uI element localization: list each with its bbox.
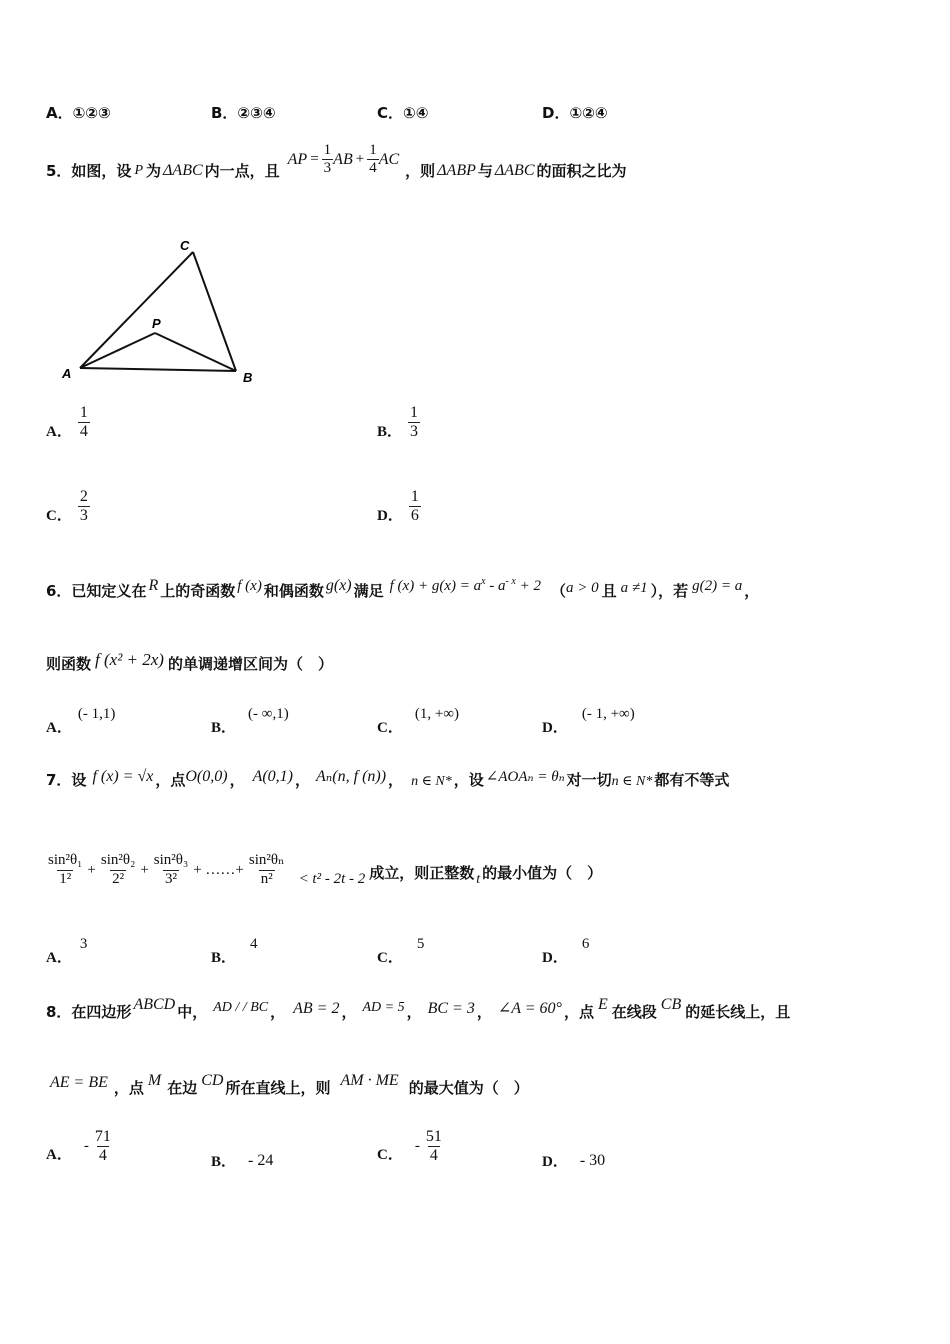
q8-ad-length: AD = 5 [362,1000,405,1015]
q8-ab-length: AB = 2 [293,1000,340,1017]
q5-suffix: 的面积之比为 [536,162,627,180]
q5-figure-edge-ap [80,333,155,368]
q4-option-d: D．①②④ [542,104,608,122]
q5-triangle-abp: ΔABP [437,161,476,179]
q6-condition-a-positive: a > 0 [565,580,599,596]
q5-figure-edge-ab [80,368,236,371]
q6-prefix: 6．已知定义在 [46,582,147,600]
q7-rhs: < t² - 2t - 2 [298,870,366,887]
q5-prefix: 5．如图，设 [46,162,132,180]
q4-option-a: A．①②③ [46,104,111,122]
q7-term-3: $\frac{\text{sin²θ₃}}{\text{3²}}$ [153,852,189,887]
q5-text-inside: 内一点，且 [204,162,280,180]
q8-option-a-fraction: $\frac{71}{4}$ [94,1128,111,1165]
q6-set-r: R [148,577,159,594]
q6-condition-a-not-one: a ≠1 [620,580,648,596]
q8-option-c-fraction: $\frac{51}{4}$ [425,1128,442,1165]
q8-point-m: M [147,1072,162,1089]
q7-variable-t: t [476,872,481,887]
q7-option-a: A． 3 [46,936,88,966]
q5-option-a-fraction: $\frac{1}{4}$ [79,404,88,441]
q5-stem [46,141,627,181]
q8-stem-line2: AE = BE ，点 M 在边 CD 所在直线上，则 AM · ME 的最大值为（ ） [50,1072,529,1097]
q5-triangle-figure [55,232,270,392]
q5-figure-label-p: P [152,316,161,331]
q6-gx: g(x) [325,577,352,594]
q5-option-d-fraction: $\frac{1}{6}$ [410,488,419,525]
q6-stem-line1: 6．已知定义在 R 上的奇函数 f (x) 和偶函数 g(x) 满足 f $(x) + g(x) = a^x - a^{- x} + 2$ （ a > 0 且 a ≠1 ），若 g(2) = a ， [46,576,760,600]
q6-text-even: 和偶函数 [263,582,324,600]
q5-text-then: ，则 [405,162,436,180]
q6-stem-line2: 则函数 f (x² + 2x) 的单调递增区间为（ ） [46,650,333,673]
q6-text-odd: 上的奇函数 [160,582,236,600]
q7-option-d: D． 6 [542,936,590,966]
q6-g2: g(2) = a [692,578,743,594]
q7-term-2: $\frac{\text{sin²θ₂}}{\text{2²}}$ [100,852,136,887]
q7-option-b: B． 4 [211,936,258,966]
q8-dot-product: AM · ME [340,1072,399,1089]
q5-option-a: A． $\frac{1}{4}$ [46,404,88,441]
q6-fx: f (x) [237,578,262,594]
q7-n-in-naturals: n ∈ N* [411,774,452,789]
q8-point-e: E [597,996,608,1013]
q5-option-b: B． $\frac{1}{3}$ [377,404,419,441]
q8-parallel: AD / / BC [213,1000,269,1015]
q5-vector-equation: AP = $\frac{1}{3}$ AB + $\frac{1}{4}$ AC [287,141,400,176]
q6-option-c: C． (1, +∞) [377,706,459,736]
q5-text-for: 为 [146,162,162,180]
q8-segment-cb: CB [660,996,682,1013]
q5-figure-label-b: B [243,370,253,385]
q5-figure-edge-ac [80,252,193,368]
q6-option-b: B． (- ∞,1) [211,706,289,736]
q7-option-c: C． 5 [377,936,425,966]
q5-figure-label-c: C [180,238,190,253]
q7-inequality: $\frac{\text{sin²θ₁}}{\text{1²}}$ + $\frac{\text{sin²θ₂}}{\text{2²}}$ + $\frac{\text{sin²θ₃}}{\text{3²}}$ + ……+ $\frac{\text{sin²θₙ}}{\text{n²}}$ < t² - 2t - 2 成立，则正整数 t 的最小值为（ ） [48,852,603,887]
q8-angle-a: ∠A = 60° [497,1000,562,1017]
q8-option-d: D． - 30 [542,1151,606,1170]
q8-option-c: C． - $\frac{51}{4}$ [377,1128,442,1165]
q5-fraction-2: $\frac{1}{4}$ [369,141,377,176]
q6-text-satisfies: 满足 [353,582,384,600]
q8-option-a: A． - $\frac{71}{4}$ [46,1128,111,1165]
q4-option-c: C．①④ [377,104,429,122]
q5-point-p: P [134,162,144,178]
q8-option-b: B． - 24 [211,1151,274,1170]
q5-option-d: D． $\frac{1}{6}$ [377,488,419,525]
q7-term-1: $\frac{\text{sin²θ₁}}{\text{1²}}$ [48,852,83,887]
q7-stem-line1: 7．设 f (x) = √x ，点 O(0,0) ， A(0,1) ， Aₙ(n, f (n)) ， n ∈ N* ，设 ∠AOAₙ = θₙ 对一切 n ∈ N* 都有不等式 [46,768,730,789]
q8-quadrilateral: ABCD [133,996,176,1013]
q6-option-a: A． (- 1,1) [46,706,116,736]
q4-option-b: B．②③④ [211,104,276,122]
q5-option-c: C． $\frac{2}{3}$ [46,488,88,525]
q8-bc-length: BC = 3 [427,1000,475,1017]
q7-point-o: O(0,0) [185,768,228,785]
q5-vector-ap: AP [287,150,308,168]
q6-composite-function: f (x² + 2x) [95,650,164,669]
q5-vector-ab: AB [333,150,353,168]
q7-n-in-naturals-2: n ∈ N* [611,774,653,789]
q7-function-definition: f (x) = √x [92,768,154,785]
q5-option-b-fraction: $\frac{1}{3}$ [410,404,419,441]
q5-text-and: 与 [477,162,493,180]
q8-stem-line1: 8．在四边形 ABCD 中， AD / / BC ， AB = 2 ， AD = 5 ， BC = 3 ， ∠A = 60° ，点 E 在线段 CB 的延长线上，且 [46,996,791,1021]
q8-ae-equals-be: AE = BE [50,1074,108,1091]
q8-side-cd: CD [201,1072,224,1089]
q6-option-d: D． (- 1, +∞) [542,706,635,736]
q5-triangle-abc: ΔABC [163,161,203,179]
q6-equation: f $(x) + g(x) = a^x - a^{- x} + 2$ [389,576,541,594]
q7-point-an: Aₙ(n, f (n)) [316,768,387,785]
q7-term-n: $\frac{\text{sin²θₙ}}{\text{n²}}$ [248,852,285,887]
q5-figure-label-a: A [62,366,72,381]
q7-angle: ∠AOAₙ = θₙ [485,769,565,785]
q7-point-a: A(0,1) [252,768,294,785]
q5-option-c-fraction: $\frac{2}{3}$ [79,488,88,525]
q5-triangle-abc-2: ΔABC [494,161,535,179]
q5-fraction-1: $\frac{1}{3}$ [323,141,332,176]
q5-vector-ac: AC [378,150,400,168]
